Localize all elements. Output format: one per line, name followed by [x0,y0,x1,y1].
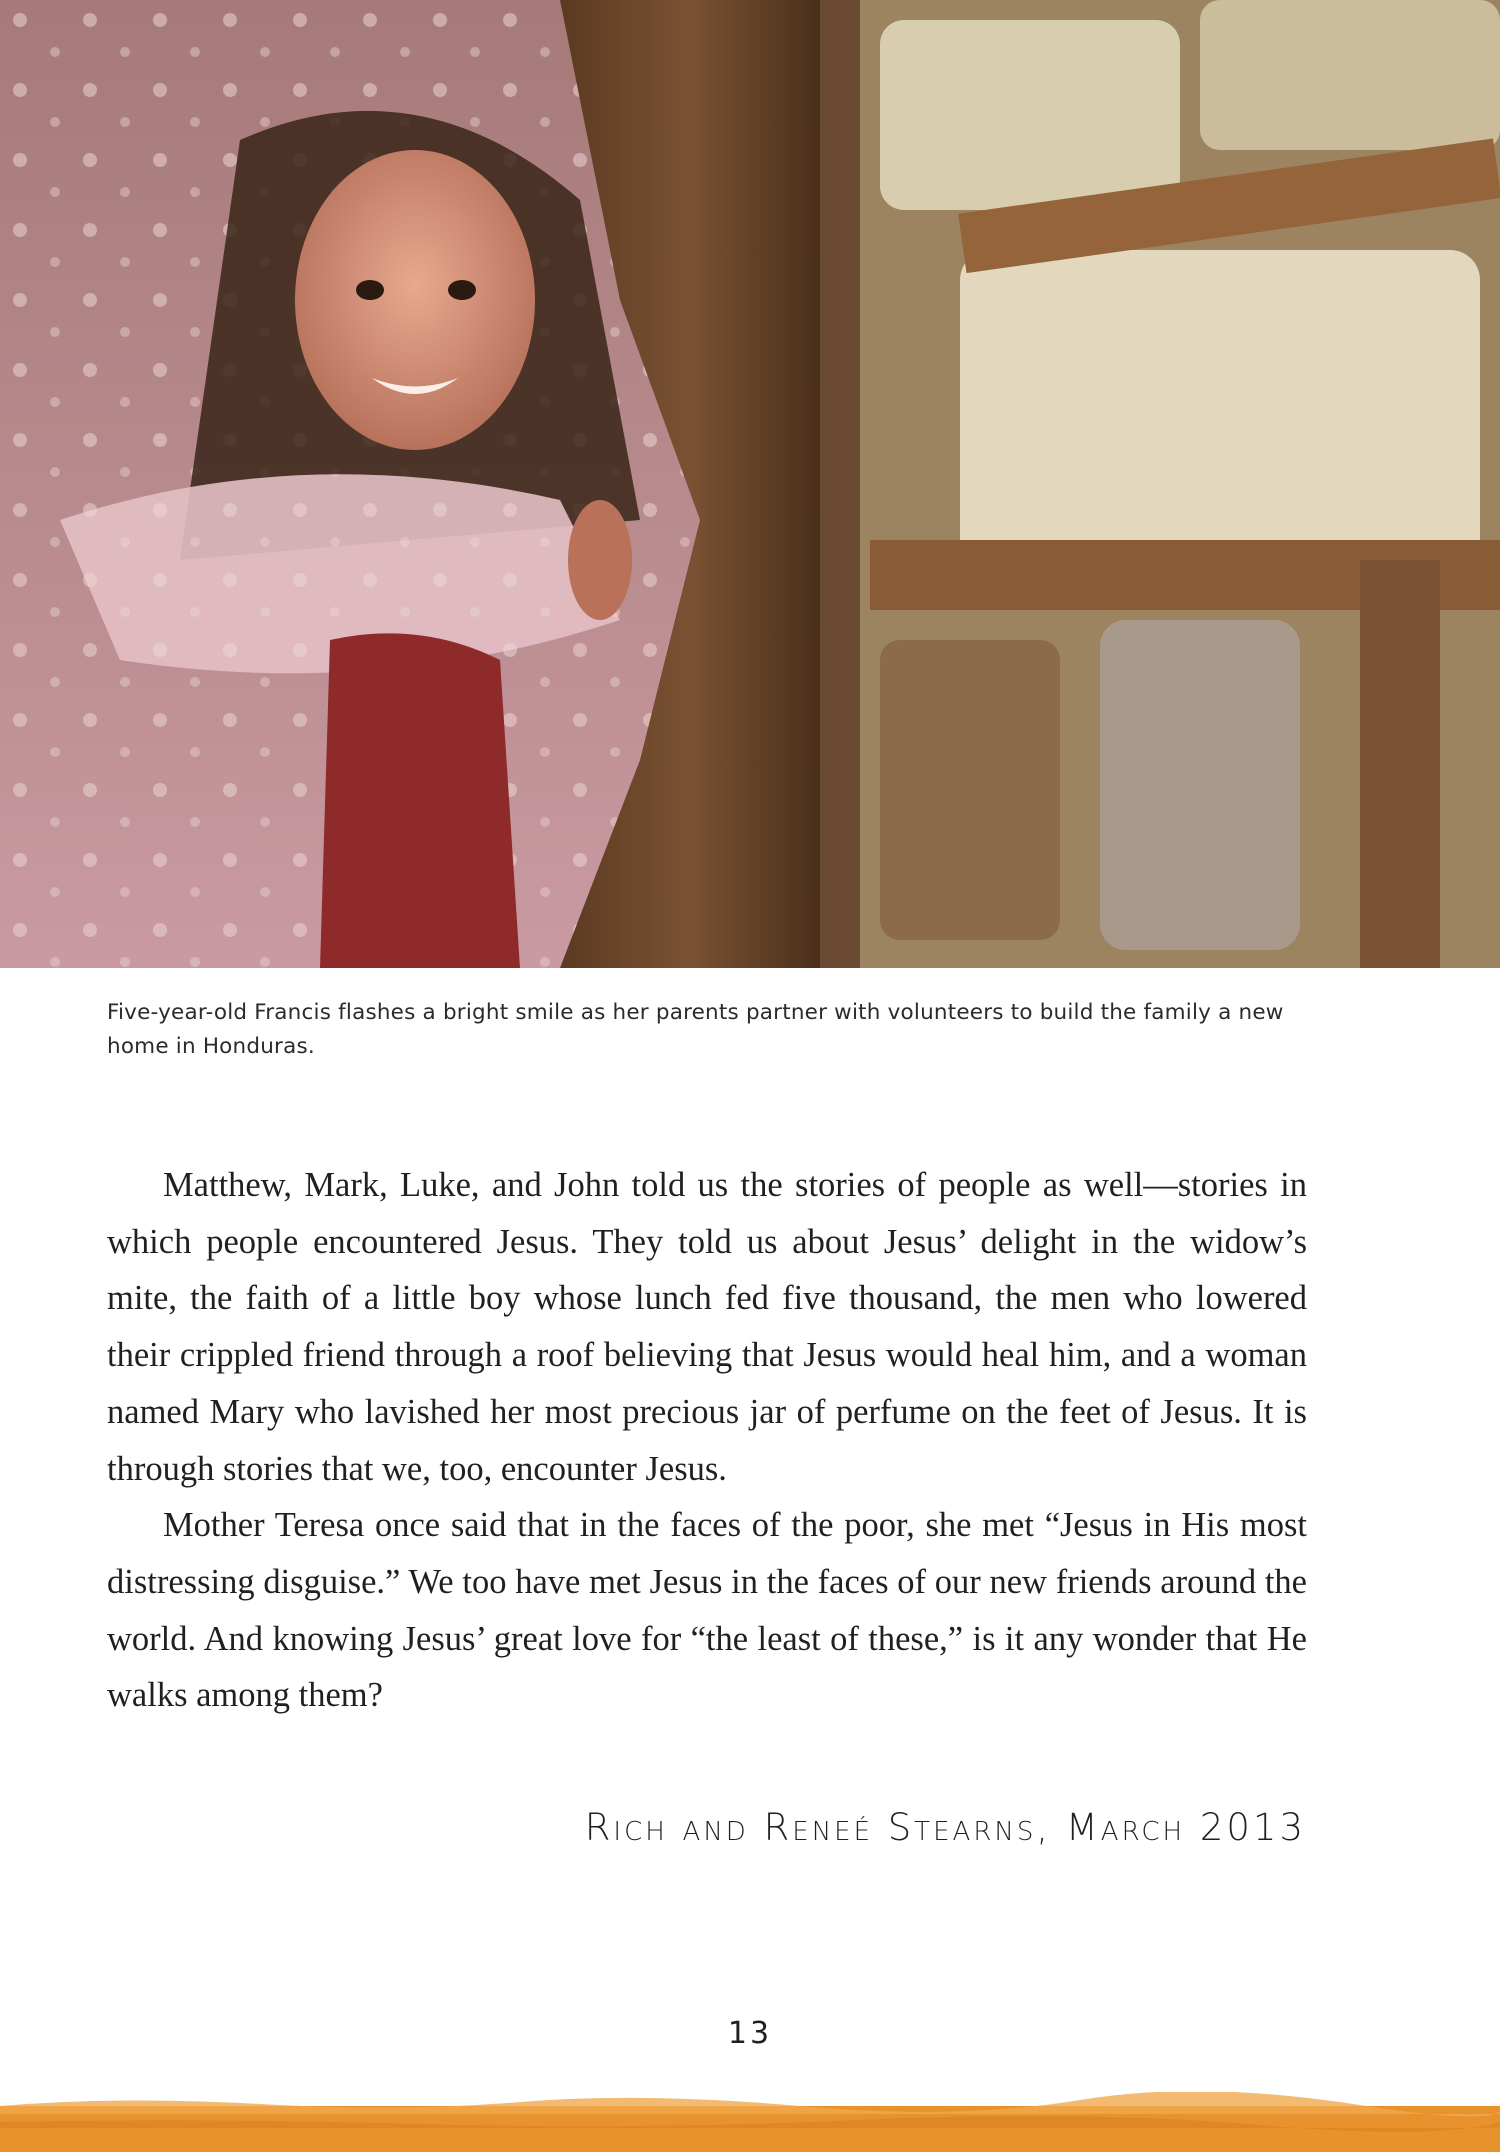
decorative-band [0,2092,1500,2152]
cover-photo [0,0,1500,968]
page-number: 13 [727,2016,773,2051]
signature: Rich and Reneé Stearns, March 2013 [584,1806,1306,1849]
photo-caption: Five-year-old Francis flashes a bright smile as her parents partner with volunteers to build the family a new home in Honduras. [107,1000,1284,1059]
paragraph: Mother Teresa once said that in the faces of the poor, she met “Jesus in His most distressing disguise.” We too have met Jesus in the faces of our new friends around the world. And knowing Jesus’ great love for “the least of these,” is it any wonder that He walks among them? [107,1506,1307,1715]
girl-in-lace-curtain-icon [0,0,1500,968]
paragraph: Matthew, Mark, Luke, and John told us the stories of people as well—stories in which people encountered Jesus. They told us about Jesus’ delight in the widow’s mite, the faith of a little boy whose lunch fed five thousand, the men who lowered their crippled friend through a roof believing that Jesus would heal him, and a woman named Mary who lavished her most precious jar of perfume on the feet of Jesus. It is through stories that we, too, encounter Jesus. [107,1166,1307,1488]
body-text [107,1157,1307,1724]
